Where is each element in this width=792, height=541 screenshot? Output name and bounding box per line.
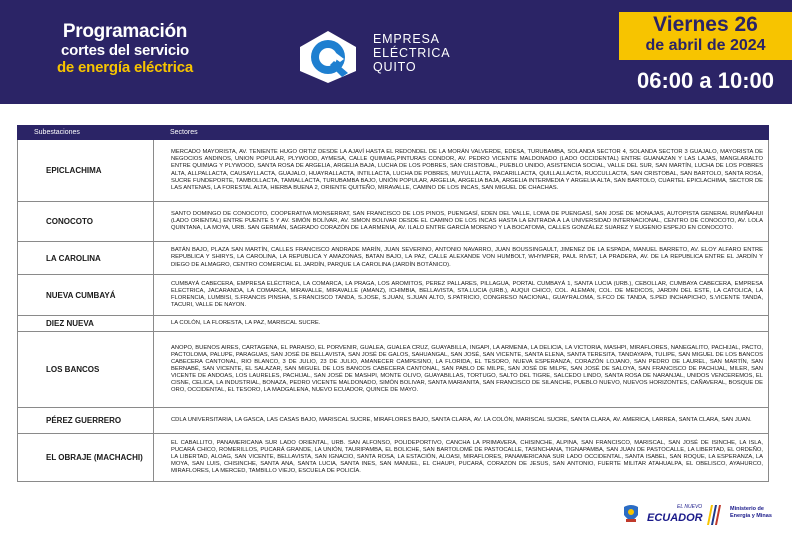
title-line1: Programación bbox=[62, 21, 188, 42]
header-sectors: Sectores bbox=[154, 126, 769, 140]
sector-list: SANTO DOMINGO DE CONOCOTO, COOPERATIVA MONSERRAT, SAN FRANCISCO DE LOS PINOS, PUENGASÍ, EDEN DEL VALLE, LOMA DE PUENGASÍ, SAN JOSÉ DE MONAJAS, AUTOPISTA GENERAL RUMIÑAHUI (LADO ORIENTAL) ENTRE PUENTE 5 Y AV. SIMÓN BOLÍVAR, AV. SIMON BOLIVAR DESDE EL CAMINO DE LOS INCAS HASTA LA ENTRADA A LA UNIVERSIDAD INTERNACIONAL, CENTRO DE CONOCOTO, AV. LOLA QUINTANA, LA MOYA, URB. SAN GERMÁN, SAGRADO CORAZÓN DE LA ARMENIA, AV. ILALO ENTRE GARCÍA MORENO Y LA BOCATOMA, CALLES GONZÁLEZ SUAREZ Y EUGENIO ESPEJO EN CONOCOTO. bbox=[154, 202, 769, 242]
table-row bbox=[18, 316, 769, 332]
title-block bbox=[30, 22, 220, 77]
flag-stripes-icon bbox=[705, 505, 721, 525]
sector-list: BATÁN BAJO, PLAZA SAN MARTÍN, CALLES FRANCISCO ANDRADE MARÍN, JUAN SEVERINO, ANTONIO NAVARRO, JUAN BOUSSINGAULT, JIMENEZ DE LA ESPADA, MANUEL BARRETO, AV. ELOY ALFARO ENTRE REPUBLICA Y SHIRYS, LA CAROLINA, LA REPUBLICA Y AMAZONAS, BATAN BAJO, LA PAZ, CALLE ALEXANDE VON HUMBOLT, WHYMPER, PAUL RIVET, LA PRADERA, AV. DE LA REPUBLICA ENTRE EL JARDÍN Y DIEGO DE ALMAGRO, CENTRO COMERCIAL EL JARDÍN, PARQUE LA CAROLINA (JARDÍN BOTÁNICO). bbox=[154, 242, 769, 275]
brand-line3: QUITO bbox=[373, 60, 417, 74]
header-banner bbox=[0, 0, 792, 104]
date-rest: de abril de 2024 bbox=[645, 37, 766, 54]
ecuador-logo bbox=[647, 503, 723, 527]
date-box bbox=[619, 12, 792, 60]
ecuador-logo-small: EL NUEVO bbox=[677, 504, 703, 510]
substation-name: EPICLACHIMA bbox=[18, 140, 154, 202]
outage-table bbox=[17, 125, 768, 482]
ministry-label bbox=[730, 506, 772, 519]
substation-name: DIEZ NUEVA bbox=[18, 316, 154, 332]
table-row bbox=[18, 408, 769, 434]
ecuador-logo-text: ECUADOR bbox=[647, 512, 703, 524]
substation-name: EL OBRAJE (MACHACHI) bbox=[18, 434, 154, 482]
brand-line1: EMPRESA bbox=[373, 32, 440, 46]
date-day: Viernes 26 bbox=[653, 13, 758, 36]
eeq-logo-icon bbox=[296, 29, 360, 85]
table-row bbox=[18, 332, 769, 408]
sector-list: EL CABALLITO, PANAMERICANA SUR LADO ORIENTAL, URB. SAN ALFONSO, POLIDEPORTIVO, CANCHA LA PRIMAVERA, CHISINCHE, ALPINA, SAN FRANCISCO, MARISCAL, SAN JOSÉ DE ISINCHE, LA ISLA, PUCARÁ CHICO, ROMERILLOS, PUCARÁ GRANDE, LA UNIÓN, TAURIPAMBA, EL BOLICHE, SAN BARTOLOMÉ DE PASTOCALLE, TASINCHANA, TIGNAPAMBA, SAN JUAN DE PASTOCALLE, LA LIBERTAD, EL ORDEÑO, LA LIBERTAD, ALOAG, SAN VICENTE, BELLAVISTA, SAN IGNACIO, SANTA ROSA, LA ESTACIÓN, ALOASI, MIRAFLORES, PANAMERICANA SUR LADO OCCIDENTAL, SANTA ISABEL, SAN ROQUE, LA ESPERANZA, LA MOYA, SAN LUIS, CHISINCHE, SANTA ANA, SANTA LUCIA, SANTA INES, SAN MANUEL, EL CHAUPI, PUCARÁ, CORAZON DE JESUS, SAN ANTONIO, FUERTE MILITAR ATAHUALPA, EL OBELISCO, AYAHURCO, MIRAFLORES, LA MERCED, TAMBILLO VIEJO, ESCUELA DE POLICÍA. bbox=[154, 434, 769, 482]
brand-name bbox=[373, 32, 450, 74]
substation-name: CONOCOTO bbox=[18, 202, 154, 242]
sector-list: MERCADO MAYORISTA, AV. TENIENTE HUGO ORTIZ DESDE LA AJAVÍ HASTA EL REDONDEL DE LA MORÁN VALVERDE, EDESA, TURUBAMBA, SOLANDA SECTOR 4, SOLANDA SECTOR 3 GUAJALO, MAYORISTA DE NEGOCIOS ANDINOS, UNION POPULAR, PLYWOOD, AYMESA, CALLE QUIMIAG,PINTURAS CONDOR, AV. PEDRO VICENTE MALDONADO (LADO OCCIDENTAL) ENTRE GUANAZAN Y LAS LAJAS, MANGLARALTO ENTRE QUIMIAG Y PLYWOOD, SANTA ROSA DE ARGELIA, ARGELIA BAJA, LUCHA DE LOS POBRES, SAN CRISTOBAL, PUEBLO UNIDO, ASISTENCIA SOCIAL, VALLE DEL SUR, SAN MARTÍN, LUCHA DE LOS POBRES ALTA, ALLPALLACTA, CAUSAYLLACTA, GUAJALO, HUAYRALLACTA, INTILLACTA, LUCHA DE POBRES, MUYULLACTA, PACARILLACTA, QUILLALLACTA, RUCCULLACTA, SAN CRISTOBAL, SAN BARTOLO, SANTA ROSA, SUCRE FUNDEPORTE, TAMBOLLACTA, TAMIALLACTA, TURUBAMBA BAJO, UNIÓN POPULAR, ARGELIA, ARGELIA BAJA, ARGELIA INTERMEDIA Y ARGELIA ALTA, SAN BARTOLO, CUARTEL EPICLACHIMA, SECTOR DE LAS ANTENAS, LA FORESTAL ALTA, HIERBA BUENA 2, ORIENTE QUITEÑO, MIRAVALLE, CAMINO DE LOS INCAS, SAN MIGUEL DE CHACHAS. bbox=[154, 140, 769, 202]
table-row bbox=[18, 202, 769, 242]
substation-name: NUEVA CUMBAYÁ bbox=[18, 275, 154, 316]
substation-name: LA CAROLINA bbox=[18, 242, 154, 275]
sector-list: CDLA UNIVERSITARIA, LA GASCA, LAS CASAS BAJO, MARISCAL SUCRE, MIRAFLORES BAJO, SANTA CLARA, AV. LA COLÓN, MARISCAL SUCRE, SANTA CLARA, AV. AMERICA, LARREA, SANTA CLARA, SAN JUAN. bbox=[154, 408, 769, 434]
title-line3: de energía eléctrica bbox=[56, 59, 194, 76]
substation-name: LOS BANCOS bbox=[18, 332, 154, 408]
title-line2: cortes del servicio bbox=[61, 42, 189, 59]
header-substations: Subestaciones bbox=[18, 126, 154, 140]
table-row bbox=[18, 140, 769, 202]
brand-line2: ELÉCTRICA bbox=[373, 46, 451, 60]
coat-of-arms-icon bbox=[622, 503, 640, 525]
sector-list: CUMBAYÁ CABECERA, EMPRESA ELÉCTRICA, LA COMARCA, LA PRAGA, LOS AROMITOS, PEREZ PALLARES, PILLAGUA, PORTAL CUMBAYÁ 1, SANTA LUCIA (URB.), CEBOLLAR, CUMBAYA CABECERA, EMPRESA ELECTRICA, JACARANDA, LA COMARCA, MIRAVALLE, MIRAVALLE (AMANZ), ICHIMBIA, BELLAVISTA, STA.LUCIA (URB.), AUQUI CHICO, COL. ALEMAN, COL. DE MEDICOS, JARDIN DEL ESTE, LA CATOLICA, LA FLORENCIA, LUMBISI, S.FRANCIS PINSHA, S.FRANCISCO TANDA, S.JOSE, S.JUAN, S.JUAN ALTO, S.PATRICIO, CONGRESO NACIONAL, GUAYRALOMA, S.FCO DE TANDA, S.PED INCHAPICHO, S.VICENTE TANDA, TACURI, VALLE DE NAYON. bbox=[154, 275, 769, 316]
sector-list: ANOPO, BUENOS AIRES, CARTAGENA, EL PARAISO, EL PORVENIR, GUALEA, GUALEA CRUZ, GUAYABILLA, INGAPI, LA ARMENIA, LA DELICIA, LA VICTORIA, MASHPI, MIRAFLORES, NANEGALITO, PACHIJAL, PACTO, PACTOLOMA, PALUPE, PARAGUAS, SAN JOSÉ DE BELLAVISTA, SAN JOSÉ DE GALOS, SAHUANGAL, SAN JOSÉ, SAN VICENTE, SANTA ELENA, SANTA TERESITA, TANDAYAPA, TULIPE, SAN MIGUEL DE LOS BANCOS CABECERA CANTONAL, RIO BLANCO, 3 DE JULIO, 23 DE JULIO, AMANECER CAMPESINO, LA FLORIDA, EL TESORO, NUEVA ESPERANZA, CORAZÓN LOJANO, SAN PEDRO DE LAUREL, SAN MARTÍN, SAN BERNABÉ, SAN VICENTE, EL SALAZAR, SAN MIGUEL DE LOS BANCOS CABECERA CANTONAL, SAN PABLO DE MILPE, SAN JOSÉ DE MILPE, SAN JOSÉ DE SALOYA, SAN FRANCISCO DE PACHIJAL, MILER, SAN VICENTE DE ANDOAS, LOS LAURELES, PACHIJAL, SAN JOSÉ DE MASHPI, MONTE OLIVO, GUAYABILLAS, TORTUGO, SALTO DEL TIGRE, SALCEDO LINDO, SANTA ROSA DE NARANJAL, UNIDOS VENCEREMOS, EL CISNE, CELICA, LA INDUSTRIAL, BONAZA, PEDRO VICENTE MALDONADO, SIMÓN BOLIVAR, SANTA MARIANITA, SAN FRANCISCO DE SILANCHE, PUEBLO NUEVO, NUEVOS HORIZONTES, CAÑAVERAL, BOSQUE DE ORO, OCCIDENTAL, EL TESORO, LA MADGALENA, NUEVO ECUADOR, QUINCE DE MAYO. bbox=[154, 332, 769, 408]
ministry-line1: Ministerio de bbox=[730, 506, 764, 512]
time-range: 06:00 a 10:00 bbox=[637, 68, 774, 93]
sector-list: LA COLÓN, LA FLORESTA, LA PAZ, MARISCAL SUCRE. bbox=[154, 316, 769, 332]
substation-name: PÉREZ GUERRERO bbox=[18, 408, 154, 434]
ministry-line2: Energía y Minas bbox=[730, 512, 772, 519]
table-row bbox=[18, 434, 769, 482]
table-header-row bbox=[18, 126, 769, 140]
table-row bbox=[18, 275, 769, 316]
table-row bbox=[18, 242, 769, 275]
